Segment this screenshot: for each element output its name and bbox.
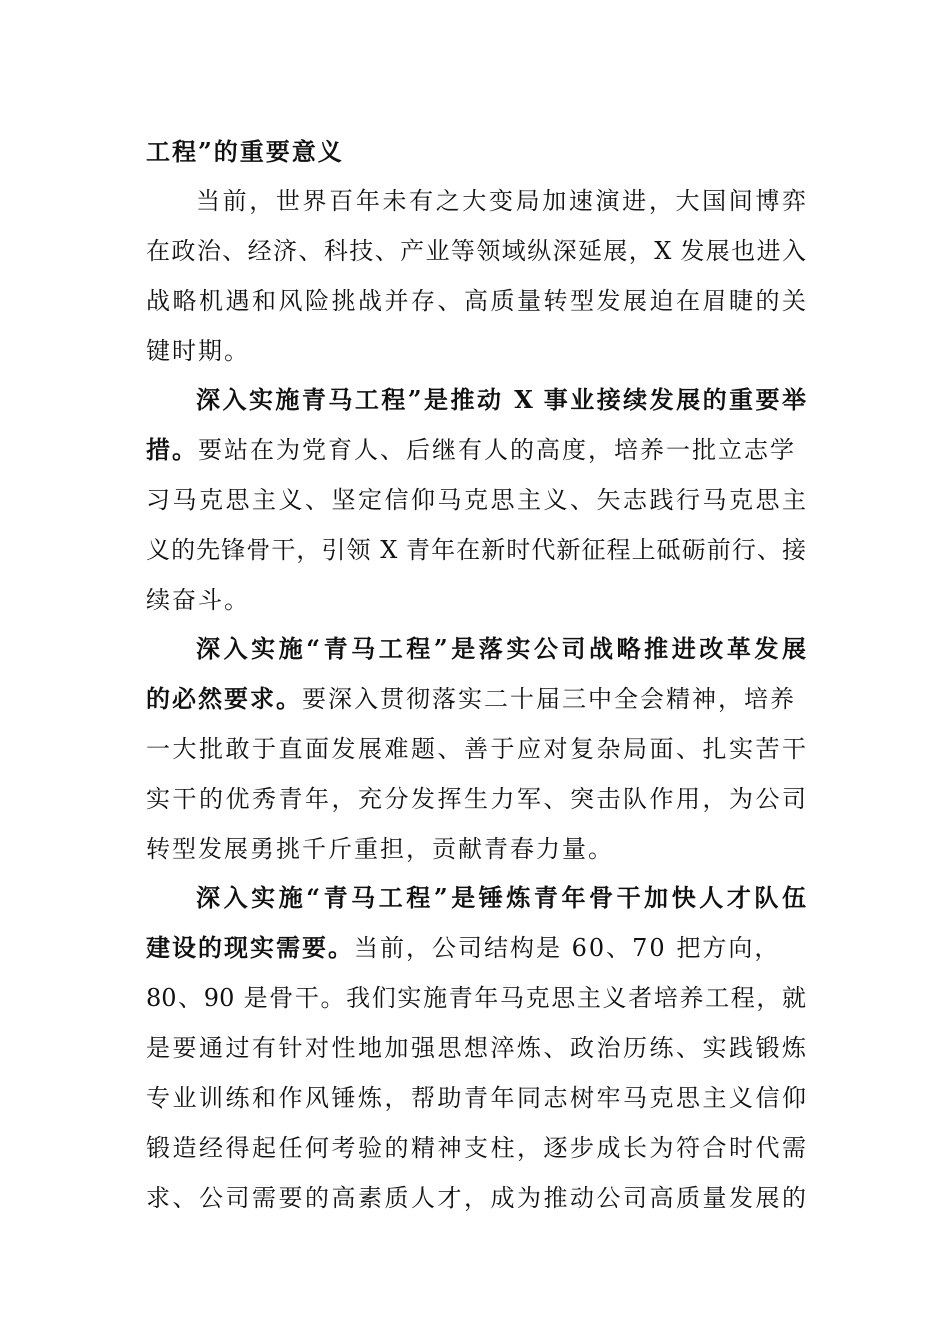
paragraph-3-lead-line-1: 深入实施“青马工程”是落实公司战略推进改革发展: [196, 634, 806, 663]
paragraph-2-lead-end: 措。: [146, 435, 198, 464]
section-heading-tail: 工程”的重要意义: [146, 137, 344, 166]
paragraph-2-line-2: 习马克思主义、坚定信仰马克思主义、矢志践行马克思主: [146, 486, 806, 514]
paragraph-2-line-1: [146, 434, 806, 466]
paragraph-2-lead-line-1: 深入实施青马工程”是推动 X 事业接续发展的重要举: [196, 385, 806, 414]
paragraph-1-line-3: 战略机遇和风险挑战并存、高质量转型发展迫在眉睫的关: [146, 287, 806, 315]
paragraph-4-lead-end: 建设的现实需要。: [146, 933, 354, 962]
paragraph-4-line-6: 求、公司需要的高素质人才，成为推动公司高质量发展的: [146, 1184, 806, 1212]
paragraph-3-line-4: 转型发展勇挑千斤重担，贡献青春力量。: [146, 835, 614, 863]
paragraph-3-line-3: 实干的优秀青年，充分发挥生力军、突击队作用，为公司: [146, 785, 806, 813]
paragraph-4-line-3: 是要通过有针对性地加强思想淬炼、政治历练、实践锻炼: [146, 1034, 806, 1062]
paragraph-1-line-4: 键时期。: [146, 337, 250, 365]
paragraph-2-body: 要站在为党育人、后继有人的高度，培养一批立志学: [198, 436, 796, 464]
paragraph-1-line-2: 在政治、经济、科技、产业等领域纵深延展，X 发展也进入: [146, 237, 806, 265]
paragraph-2-line-3: 义的先锋骨干，引领 X 青年在新时代新征程上砥砺前行、接: [146, 536, 806, 564]
paragraph-3-line-1: [146, 683, 806, 715]
paragraph-4-line-4: 专业训练和作风锤炼，帮助青年同志树牢马克思主义信仰: [146, 1084, 806, 1112]
paragraph-4-line-1: [146, 932, 806, 964]
paragraph-4-line-5: 锻造经得起任何考验的精神支柱，逐步成长为符合时代需: [146, 1134, 806, 1162]
paragraph-4-body: 当前，公司结构是 60、70 把方向，: [354, 934, 781, 962]
paragraph-1-line-1: 当前，世界百年未有之大变局加速演进，大国间博弈: [196, 187, 806, 215]
paragraph-3-line-2: 一大批敢于直面发展难题、善于应对复杂局面、扎实苦干: [146, 735, 806, 763]
paragraph-4-lead-line-1: 深入实施“青马工程”是锤炼青年骨干加快人才队伍: [196, 883, 806, 912]
paragraph-3-lead-end: 的必然要求。: [146, 684, 302, 713]
paragraph-4-line-2: 80、90 是骨干。我们实施青年马克思主义者培养工程，就: [146, 984, 806, 1012]
paragraph-2-line-4: 续奋斗。: [146, 586, 250, 614]
paragraph-3-body: 要深入贯彻落实二十届三中全会精神，培养: [302, 685, 796, 713]
